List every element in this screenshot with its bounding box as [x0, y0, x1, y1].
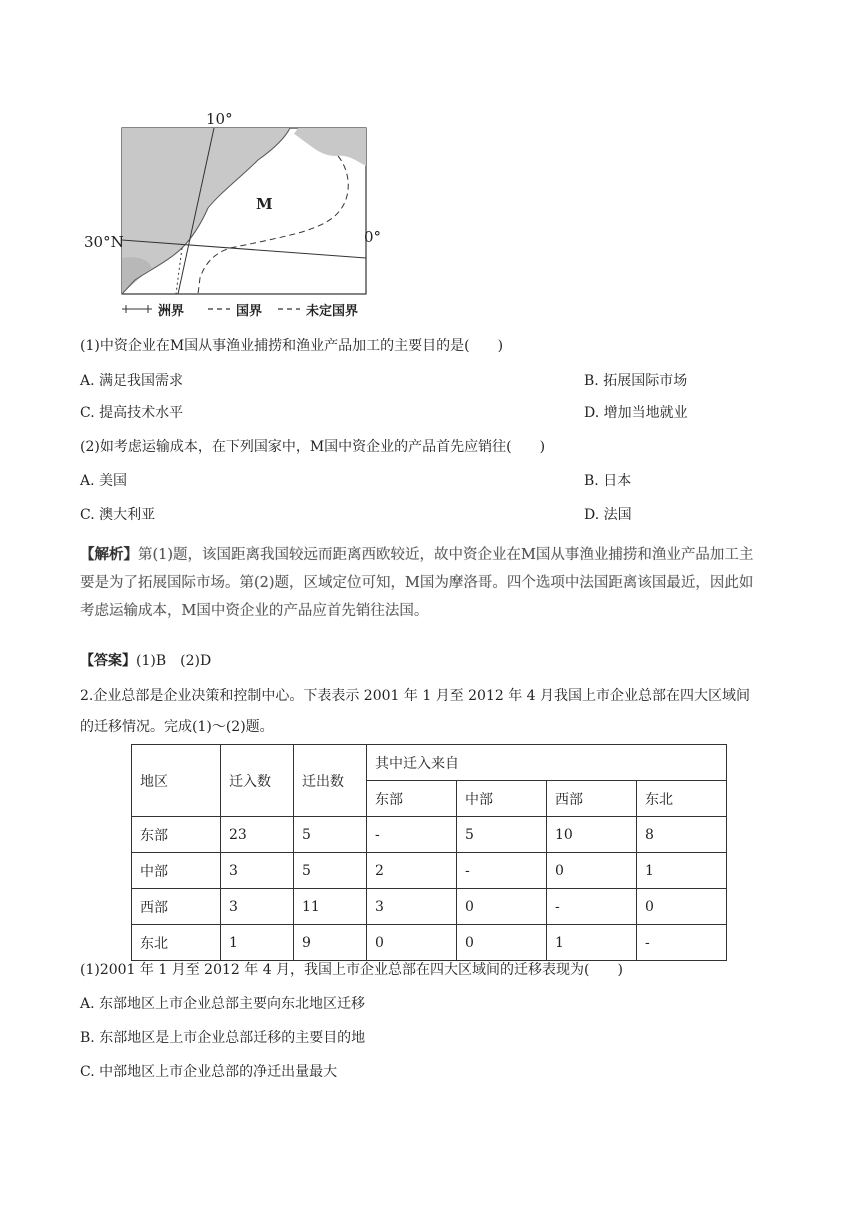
q1-option-b: B. 拓展国际市场	[584, 373, 688, 389]
th-in: 迁入数	[221, 745, 294, 817]
th-sub-central: 中部	[457, 781, 547, 817]
cell: 1	[547, 925, 637, 961]
answer-tag: 【答案】	[80, 653, 136, 669]
table-row	[132, 817, 727, 853]
q1-option-d: D. 增加当地就业	[584, 405, 688, 421]
cell: 1	[637, 853, 727, 889]
cell: 11	[294, 889, 367, 925]
analysis-line-3: 考虑运输成本，M国中资企业的产品应首先销往法国。	[80, 603, 429, 619]
cell: -	[457, 853, 547, 889]
answer-text: (1)B (2)D	[136, 653, 212, 669]
q2-stem: (2)如考虑运输成本，在下列国家中，M国中资企业的产品首先应销往( )	[80, 439, 546, 455]
table-row	[132, 853, 727, 889]
q2-option-a: A. 美国	[80, 473, 128, 489]
q2-option-d: D. 法国	[584, 507, 632, 523]
analysis-line-2: 要是为了拓展国际市场。第(2)题，区域定位可知，M国为摩洛哥。四个选项中法国距离该国最近，因此如	[80, 575, 754, 591]
cell: 0	[367, 925, 457, 961]
cell: 0	[637, 889, 727, 925]
map-label-country: M	[256, 195, 273, 213]
q1-option-c: C. 提高技术水平	[80, 405, 184, 421]
q3-option-a: A. 东部地区上市企业总部主要向东北地区迁移	[80, 996, 366, 1012]
question2-line-2: 的迁移情况。完成(1)～(2)题。	[80, 719, 274, 735]
q2-option-b: B. 日本	[584, 473, 632, 489]
analysis-block	[80, 541, 780, 625]
map-label-lat30n: 30°N	[84, 233, 124, 251]
cell: 3	[221, 853, 294, 889]
map-label-lon0: 0°	[364, 228, 382, 246]
cell: 0	[457, 925, 547, 961]
cell: 东北	[132, 925, 221, 961]
cell: 1	[221, 925, 294, 961]
cell: 2	[367, 853, 457, 889]
th-sub-west: 西部	[547, 781, 637, 817]
cell: 中部	[132, 853, 221, 889]
q2-option-c: C. 澳大利亚	[80, 507, 156, 523]
q1-option-a: A. 满足我国需求	[80, 373, 184, 389]
cell: 23	[221, 817, 294, 853]
th-sub-northeast: 东北	[637, 781, 727, 817]
cell: 9	[294, 925, 367, 961]
th-out: 迁出数	[294, 745, 367, 817]
cell: 西部	[132, 889, 221, 925]
cell: 5	[294, 853, 367, 889]
cell: 3	[221, 889, 294, 925]
cell: 5	[457, 817, 547, 853]
answer-line	[80, 651, 211, 671]
map-figure	[80, 108, 390, 320]
th-region: 地区	[132, 745, 221, 817]
table-row	[132, 925, 727, 961]
analysis-tag: 【解析】	[80, 546, 138, 563]
cell: 0	[547, 853, 637, 889]
legend-undetermined-label: 未定国界	[306, 304, 359, 319]
cell: -	[367, 817, 457, 853]
q1-stem: (1)中资企业在M国从事渔业捕捞和渔业产品加工的主要目的是( )	[80, 338, 504, 354]
legend-continent-label: 洲界	[158, 304, 185, 319]
question2-line-1: 2.企业总部是企业决策和控制中心。下表表示 2001 年 1 月至 2012 年 4 月我国上市企业总部在四大区域间	[80, 688, 751, 704]
cell: 8	[637, 817, 727, 853]
cell: 5	[294, 817, 367, 853]
cell: 3	[367, 889, 457, 925]
q3-option-b: B. 东部地区是上市企业总部迁移的主要目的地	[80, 1030, 366, 1046]
migration-table	[131, 744, 727, 961]
q3-stem: (1)2001 年 1 月至 2012 年 4 月，我国上市企业总部在四大区域间的迁移表现为( )	[80, 962, 623, 978]
th-sub-east: 东部	[367, 781, 457, 817]
cell: -	[547, 889, 637, 925]
analysis-line-1: 【解析】第(1)题，该国距离我国较远而距离西欧较近，故中资企业在M国从事渔业捕捞和渔业产品加工主	[80, 546, 754, 563]
legend-national-label: 国界	[236, 304, 263, 319]
table-row	[132, 889, 727, 925]
cell: 东部	[132, 817, 221, 853]
map-label-lon10: 10°	[206, 110, 233, 128]
cell: 10	[547, 817, 637, 853]
th-from: 其中迁入来自	[367, 745, 727, 781]
cell: -	[637, 925, 727, 961]
q3-option-c: C. 中部地区上市企业总部的净迁出量最大	[80, 1064, 338, 1080]
cell: 0	[457, 889, 547, 925]
